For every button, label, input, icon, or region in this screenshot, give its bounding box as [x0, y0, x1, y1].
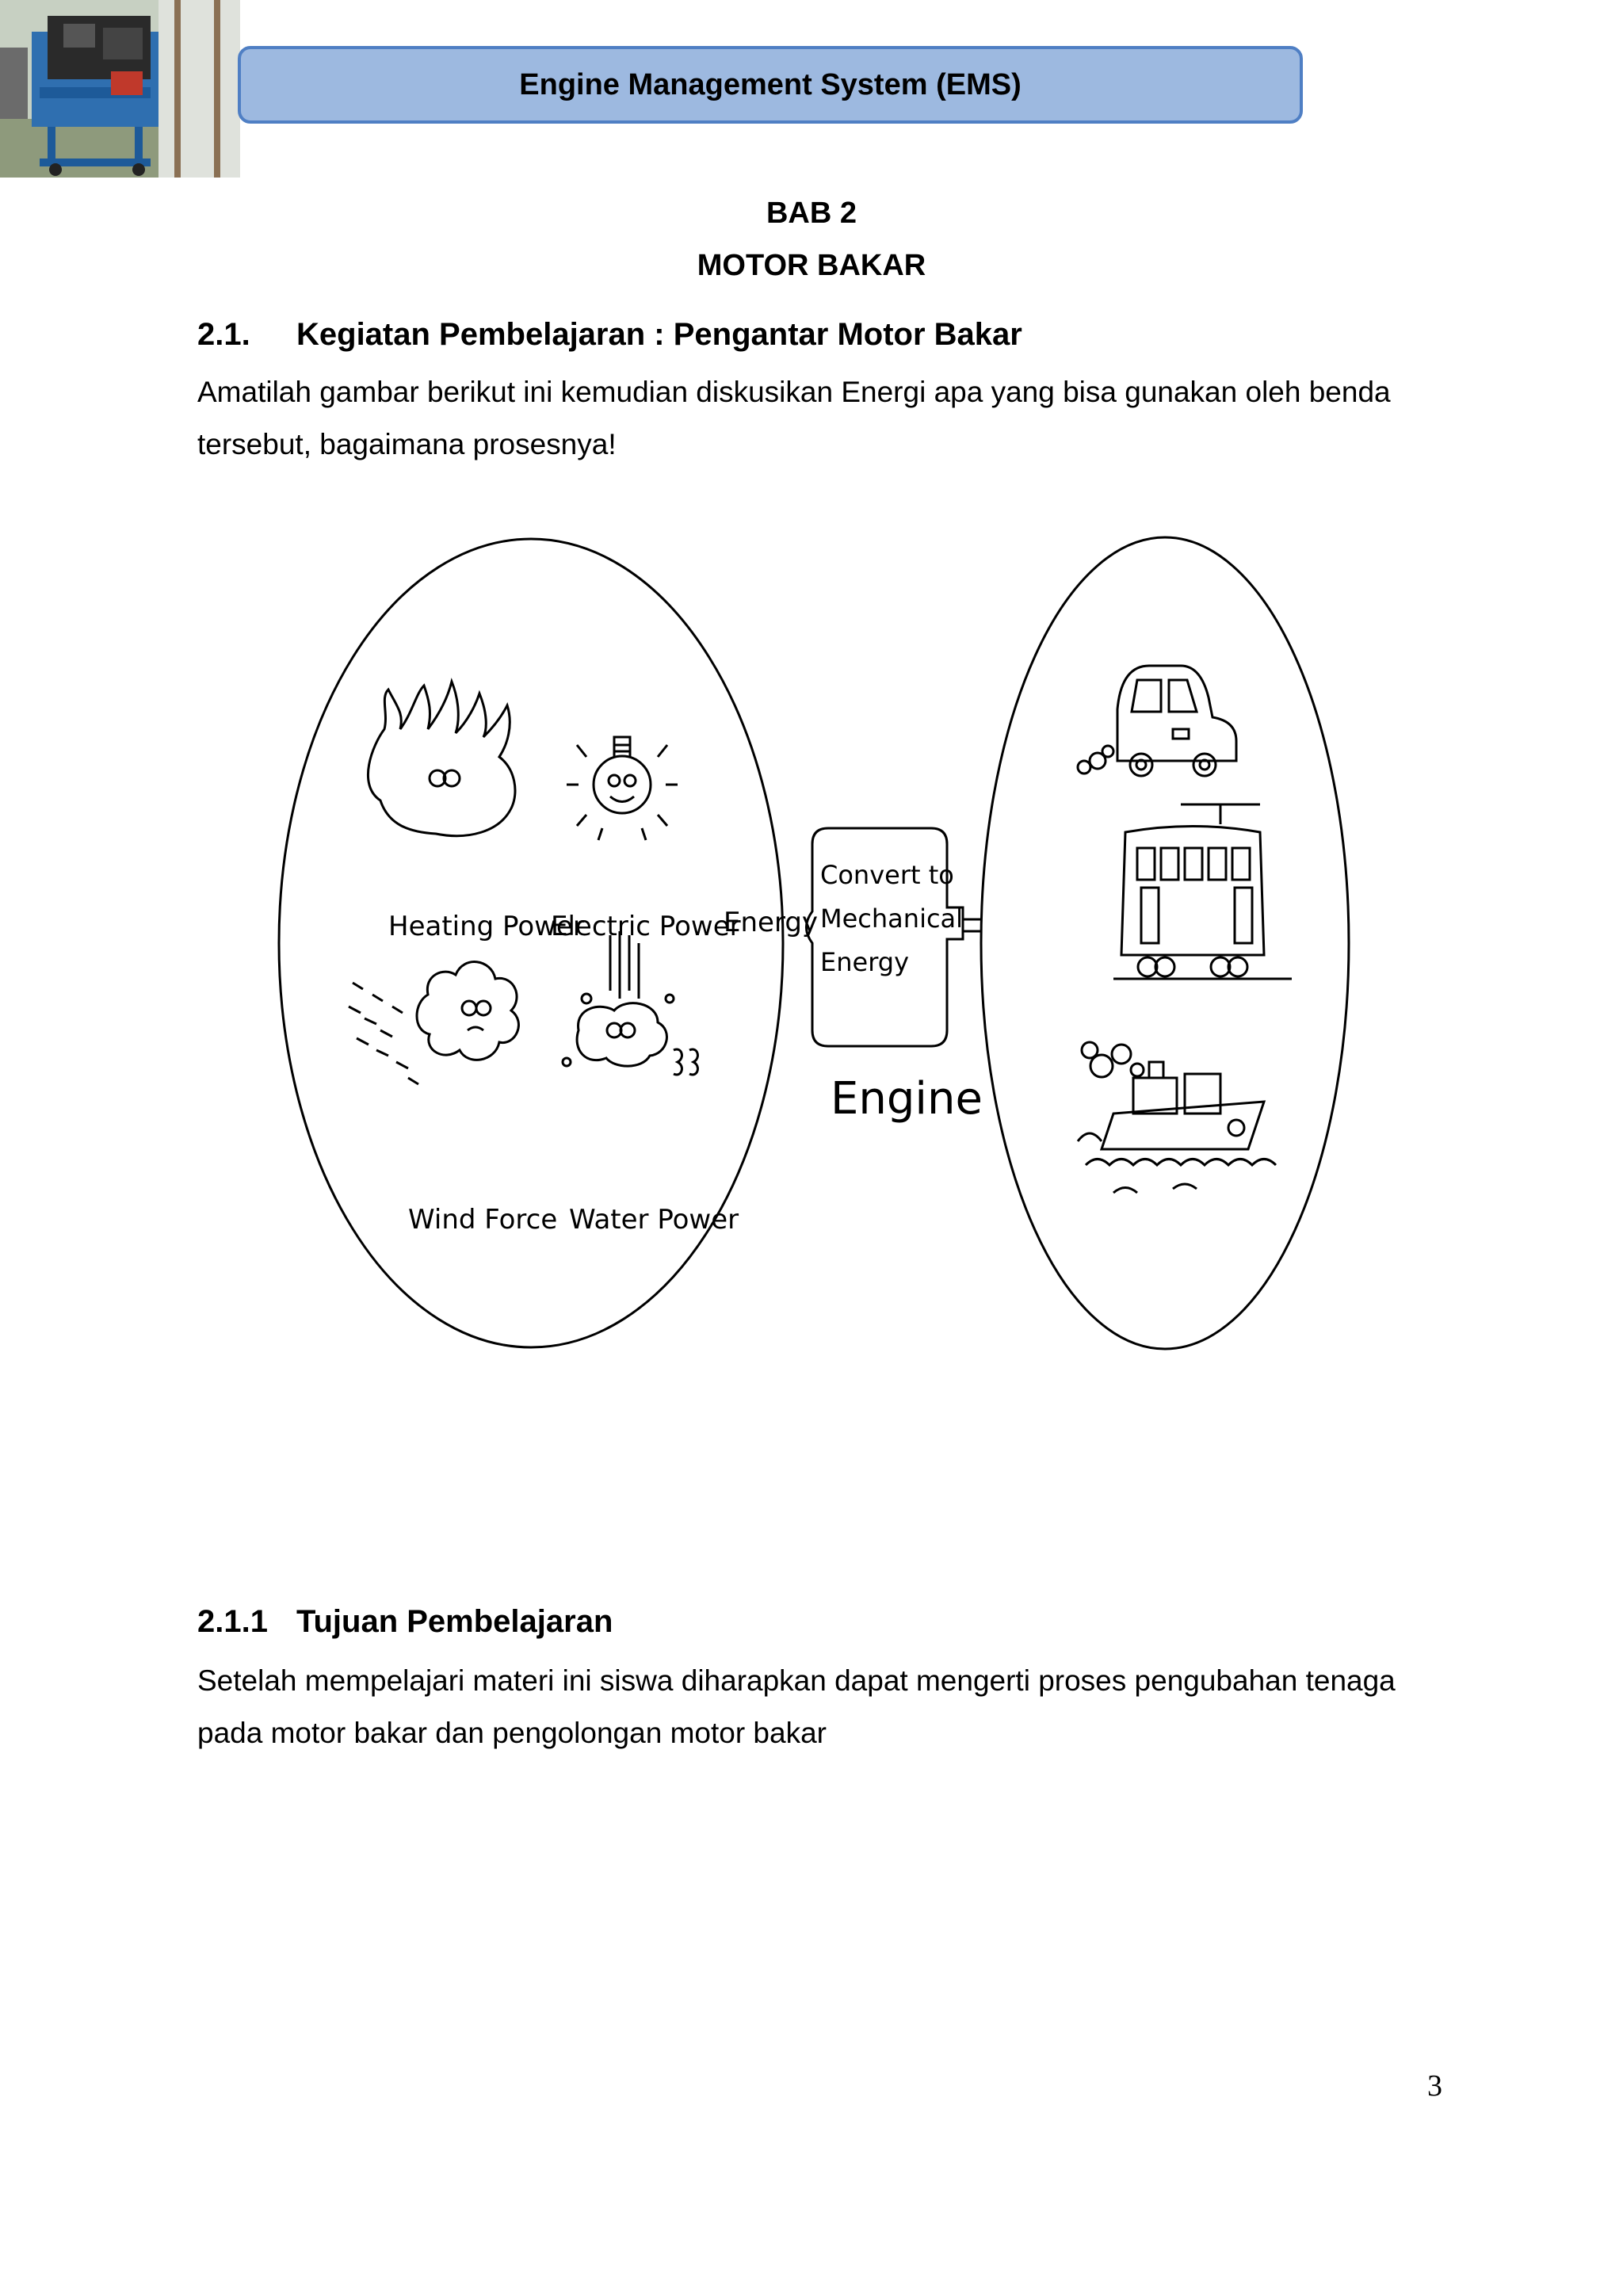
source-label: Electric Power [551, 911, 741, 942]
lightbulb-icon [567, 737, 678, 840]
car-icon [1078, 666, 1236, 776]
engine-trainer-photo [0, 0, 240, 178]
energy-label: Energy [724, 907, 819, 938]
wind-cloud-icon [349, 962, 518, 1084]
chapter-label: BAB 2 [766, 197, 857, 230]
subsection-title: Tujuan Pembelajaran [296, 1604, 613, 1639]
engine-label: Engine [831, 1073, 983, 1125]
document-header-banner [238, 46, 1303, 124]
subsection-number: 2.1.1 [197, 1604, 268, 1639]
section-title: Kegiatan Pembelajaran : Pengantar Motor Bakar [296, 317, 1022, 352]
energy-conversion-figure [262, 523, 1371, 1363]
section-number: 2.1. [197, 317, 250, 352]
converter-line: Convert to [820, 860, 954, 890]
section-heading [197, 317, 1022, 353]
converter-line: Energy [820, 947, 910, 977]
source-label: Wind Force [408, 1204, 558, 1236]
converter-line: Mechanical [820, 904, 964, 934]
subsection-heading [197, 1604, 613, 1640]
vehicles-ellipse [981, 537, 1349, 1349]
page-number: 3 [1427, 2069, 1442, 2103]
section-paragraph: Amatilah gambar berikut ini kemudian diskusikan Energi apa yang bisa gunakan oleh benda tersebut, bagaimana prosesnya! [197, 376, 1391, 460]
flame-icon [368, 682, 515, 836]
ship-icon [1078, 1042, 1276, 1193]
water-drop-icon [563, 931, 697, 1075]
source-label: Water Power [569, 1204, 739, 1236]
subsection-paragraph: Setelah mempelajari materi ini siswa diharapkan dapat mengerti proses pengubahan tenaga pada motor bakar dan pengolongan motor bakar [197, 1664, 1396, 1749]
chapter-title: MOTOR BAKAR [697, 249, 926, 282]
tram-icon [1113, 804, 1292, 979]
document-header-title: Engine Management System (EMS) [519, 67, 1022, 101]
source-label: Heating Power [388, 911, 584, 942]
